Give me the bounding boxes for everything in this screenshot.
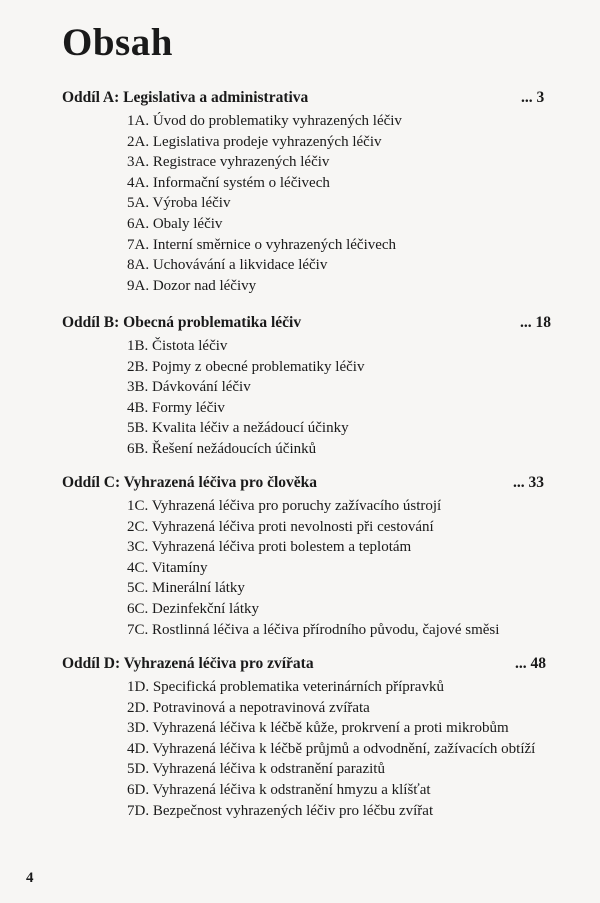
section-title[interactable]: Oddíl B: Obecná problematika léčiv — [62, 314, 302, 331]
page-number: 4 — [26, 870, 34, 886]
section-title[interactable]: Oddíl D: Vyhrazená léčiva pro zvířata — [62, 655, 314, 672]
toc-item[interactable]: 6D. Vyhrazená léčiva k odstranění hmyzu a klíšťat — [127, 781, 431, 798]
section-page-number: ... 33 — [513, 474, 544, 491]
toc-item[interactable]: 2C. Vyhrazená léčiva proti nevolnosti při cestování — [127, 518, 434, 535]
toc-item[interactable]: 1C. Vyhrazená léčiva pro poruchy zažívacího ústrojí — [127, 498, 442, 514]
toc-item[interactable]: 1B. Čistota léčiv — [127, 338, 228, 354]
toc-item[interactable]: 4C. Vitamíny — [127, 559, 208, 576]
toc-item[interactable]: 5A. Výroba léčiv — [127, 195, 231, 212]
toc-item[interactable]: 3C. Vyhrazená léčiva proti bolestem a teplotám — [127, 539, 412, 556]
section-item-list — [0, 677, 600, 821]
toc-section-c — [0, 474, 600, 640]
toc-item[interactable]: 2A. Legislativa prodeje vyhrazených léčiv — [127, 133, 382, 150]
section-page-number: ... 3 — [521, 89, 545, 106]
toc-item[interactable]: 6C. Dezinfekční látky — [127, 600, 260, 617]
toc-section-b — [0, 314, 600, 460]
toc-item[interactable]: 3A. Registrace vyhrazených léčiv — [127, 154, 330, 171]
section-page-number: ... 18 — [520, 314, 551, 331]
section-title[interactable]: Oddíl C: Vyhrazená léčiva pro člověka — [62, 474, 318, 491]
toc-item[interactable]: 1D. Specifická problematika veterinárních přípravků — [127, 679, 444, 695]
toc-item[interactable]: 5D. Vyhrazená léčiva k odstranění parazitů — [127, 761, 385, 778]
toc-item[interactable]: 5B. Kvalita léčiv a nežádoucí účinky — [127, 420, 349, 437]
toc-item[interactable]: 9A. Dozor nad léčivy — [127, 277, 257, 294]
section-item-list — [0, 111, 600, 296]
toc-item[interactable]: 6B. Řešení nežádoucích účinků — [127, 440, 317, 457]
toc-section-d — [0, 655, 600, 821]
toc-item[interactable]: 4D. Vyhrazená léčiva k léčbě průjmů a odvodnění, zažívacích obtíží — [127, 740, 536, 757]
section-item-list — [0, 336, 600, 460]
toc-item[interactable]: 7A. Interní směrnice o vyhrazených léčivech — [127, 236, 397, 253]
section-page-number: ... 48 — [515, 655, 546, 672]
toc-item[interactable]: 7C. Rostlinná léčiva a léčiva přírodního původu, čajové směsi — [127, 621, 500, 638]
toc-item[interactable]: 2D. Potravinová a nepotravinová zvířata — [127, 699, 370, 716]
toc-item[interactable]: 8A. Uchovávání a likvidace léčiv — [127, 257, 328, 274]
toc-item[interactable]: 1A. Úvod do problematiky vyhrazených léčiv — [127, 113, 402, 129]
toc-item[interactable]: 3D. Vyhrazená léčiva k léčbě kůže, prokrvení a proti mikrobům — [127, 720, 509, 737]
toc-item[interactable]: 5C. Minerální látky — [127, 580, 245, 597]
toc-item[interactable]: 2B. Pojmy z obecné problematiky léčiv — [127, 358, 365, 375]
toc-item[interactable]: 6A. Obaly léčiv — [127, 215, 223, 232]
section-item-list — [0, 496, 600, 640]
toc-item[interactable]: 3B. Dávkování léčiv — [127, 379, 251, 396]
toc-item[interactable]: 4B. Formy léčiv — [127, 399, 225, 416]
page-title: Obsah — [62, 21, 173, 64]
section-title[interactable]: Oddíl A: Legislativa a administrativa — [62, 89, 309, 106]
toc-item[interactable]: 7D. Bezpečnost vyhrazených léčiv pro léčbu zvířat — [127, 802, 434, 819]
toc-section-a — [0, 89, 600, 296]
toc-item[interactable]: 4A. Informační systém o léčivech — [127, 174, 330, 191]
